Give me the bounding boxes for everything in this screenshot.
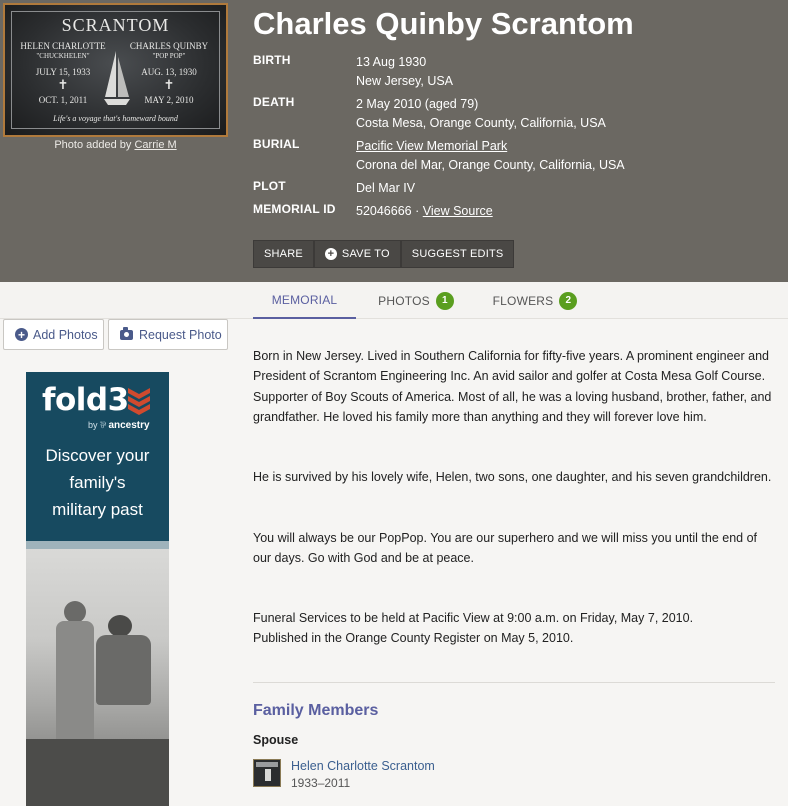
bio-paragraph-3: You will always be our PopPop. You are our superhero and we will miss you until the end of our days. Go with God and be at peace.	[253, 531, 758, 566]
plus-circle-icon: +	[15, 328, 28, 341]
chevron-stack-icon	[126, 386, 152, 416]
memorial-header: SCRANTOM HELEN CHARLOTTE "CHUCKHELEN" JULY 15, 1933 ✝ OCT. 1, 2011 CHARLES QUINBY "POP POP" AUG. 13, 1930 ✝ MAY 2, 2010 Life's a voyage that's homeward bound Photo added by Carrie M Charles Quinby Scrantom BIRTH 13 Aug 1930 New Jersey, USA DEATH 2 May 2010 (aged 79) Costa Mesa, Orange County, California, USA BURIAL Pacific View Memorial Park Corona del Mar, Orange County, California, USA PLOT Del Mar IV MEMORIAL ID 52046666 · View Source SHARE + SAVE TO SUGGEST EDITS	[0, 0, 788, 282]
memorial-actions	[253, 240, 514, 268]
spouse-thumbnail[interactable]	[253, 759, 281, 787]
section-divider	[253, 682, 775, 683]
death-date: 2 May 2010 (aged 79)	[356, 97, 479, 111]
ancestry-leaf-icon: ⅌	[100, 420, 106, 430]
fold3-advertisement[interactable]: fold3 by ⅌ ancestry Discover your family's military past	[26, 372, 169, 806]
tab-photos[interactable]: PHOTOS 1	[370, 282, 462, 319]
stone-right-birth: AUG. 13, 1930	[141, 67, 197, 77]
headstone-image	[5, 5, 226, 135]
photos-count-badge: 1	[436, 292, 454, 310]
stone-family-name: SCRANTOM	[61, 15, 170, 35]
bio-paragraph-5: Published in the Orange County Register on May 5, 2010.	[253, 631, 574, 645]
birth-date: 13 Aug 1930	[356, 55, 427, 69]
stone-left-cross-icon: ✝	[57, 77, 69, 92]
photo-caption: Photo added by Carrie M	[54, 139, 177, 151]
birth-place: New Jersey, USA	[356, 74, 454, 88]
spouse-label: Spouse	[253, 733, 299, 747]
bio-paragraph-4: Funeral Services to be held at Pacific View at 9:00 a.m. on Friday, May 7, 2010.	[253, 611, 694, 625]
save-to-button[interactable]: + SAVE TO	[314, 240, 401, 268]
stone-left-name: HELEN CHARLOTTE	[20, 41, 106, 51]
memorial-id-value: 52046666 ·	[356, 204, 420, 218]
request-photo-button[interactable]: Request Photo	[108, 319, 228, 350]
view-source-link[interactable]: View Source	[422, 204, 493, 218]
plus-circle-icon: +	[325, 248, 337, 260]
ad-soldiers-photo	[26, 549, 169, 806]
bio-paragraph-1: Born in New Jersey. Lived in Southern California for fifty-five years. A prominent engineer and President of Scrantom Engineering Inc. An avid sailor and golfer at Costa Mesa Golf Course. Supporter of Boy Scouts of America. Most of all, he was a loving husband, brother, father, and grandfather. He loved his family more than anything and they will forever love him.	[253, 349, 772, 424]
family-members-title: Family Members	[253, 702, 379, 719]
bio-paragraph-2: He is survived by his lovely wife, Helen, two sons, one daughter, and his seven grandchildren.	[253, 470, 772, 484]
tab-memorial[interactable]: MEMORIAL	[253, 282, 356, 319]
death-place: Costa Mesa, Orange County, California, USA	[356, 116, 606, 130]
tab-flowers[interactable]: FLOWERS 2	[485, 282, 585, 319]
stone-left-death: OCT. 1, 2011	[38, 95, 88, 105]
ad-headline: Discover your family's military past	[45, 446, 150, 519]
stone-right-death: MAY 2, 2010	[144, 95, 194, 105]
plot-value: Del Mar IV	[356, 181, 416, 195]
stone-left-birth: JULY 15, 1933	[35, 67, 91, 77]
stone-left-nick: "CHUCKHELEN"	[36, 52, 90, 60]
burial-cemetery-link[interactable]: Pacific View Memorial Park	[356, 139, 508, 153]
spouse-dates: 1933–2011	[291, 776, 351, 790]
add-photos-button[interactable]: + Add Photos	[3, 319, 104, 350]
ancestry-logo: ancestry	[108, 420, 150, 431]
share-button[interactable]: SHARE	[253, 240, 314, 268]
photo-contributor-link[interactable]: Carrie M	[134, 139, 177, 151]
fold3-logo: fold3	[42, 382, 129, 418]
stone-right-name: CHARLES QUINBY	[129, 41, 209, 51]
memorial-tabs	[0, 282, 788, 319]
burial-place: Corona del Mar, Orange County, California, USA	[356, 158, 625, 172]
stone-right-cross-icon: ✝	[163, 77, 175, 92]
suggest-edits-button[interactable]: SUGGEST EDITS	[401, 240, 515, 268]
memorial-name: Charles Quinby Scrantom	[253, 6, 634, 41]
stone-right-nick: "POP POP"	[152, 52, 186, 60]
sailboat-icon	[103, 49, 131, 109]
spouse-name-link[interactable]: Helen Charlotte Scrantom	[291, 759, 435, 773]
stone-epitaph: Life's a voyage that's homeward bound	[53, 114, 178, 123]
camera-icon	[120, 330, 133, 340]
headstone-photo[interactable]	[3, 3, 228, 137]
flowers-count-badge: 2	[559, 292, 577, 310]
